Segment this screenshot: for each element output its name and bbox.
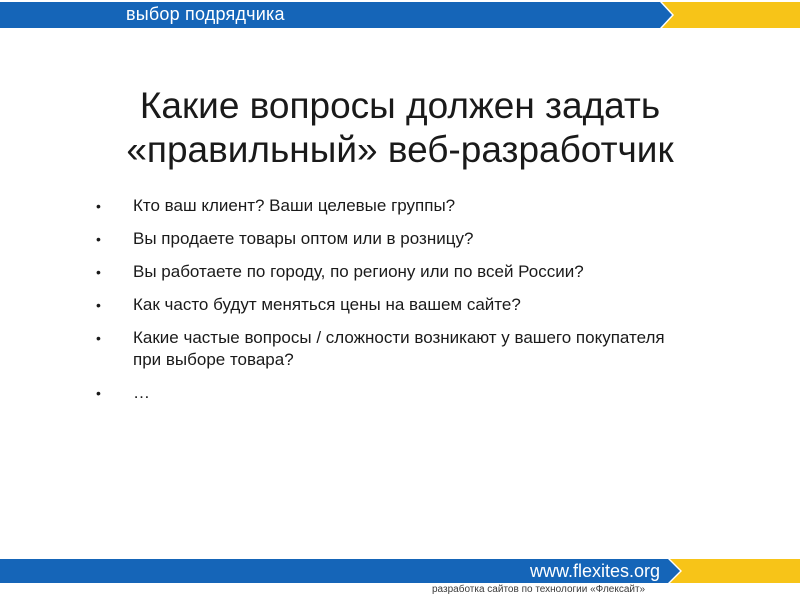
top-banner-graphic (0, 2, 800, 28)
section-label: выбор подрядчика (126, 4, 285, 24)
list-item (96, 294, 736, 316)
list-item-text: … (133, 383, 150, 402)
list-item-text: Вы продаете товары оптом или в розницу? (133, 229, 474, 248)
bullet-icon: • (96, 330, 101, 346)
bottom-banner (0, 559, 800, 583)
bottom-banner-graphic (0, 559, 800, 583)
list-item (96, 228, 736, 250)
slide-title-line-1: Какие вопросы должен задать (139, 85, 661, 126)
list-item-text: Кто ваш клиент? Ваши целевые группы? (133, 196, 456, 215)
bullet-icon: • (96, 297, 101, 313)
list-item (96, 195, 736, 217)
list-item-text: Какие частые вопросы / сложности возникают у вашего покупателя при выборе товара? (133, 328, 665, 369)
bullet-icon: • (96, 264, 101, 280)
list-item-text: Вы работаете по городу, по региону или по всей России? (133, 262, 584, 281)
bullet-icon: • (96, 198, 101, 214)
list-item (96, 261, 736, 283)
footer-tagline: разработка сайтов по технологии «Флексайт» (432, 584, 646, 595)
bullet-icon: • (96, 385, 101, 401)
list-item-text: Как часто будут меняться цены на вашем сайте? (133, 295, 521, 314)
list-item (96, 327, 736, 371)
top-banner (0, 2, 800, 28)
website-link[interactable]: www.flexites.org (530, 561, 661, 581)
slide-title (40, 84, 760, 172)
bullet-icon: • (96, 231, 101, 247)
list-item (96, 382, 736, 404)
question-list (96, 195, 736, 415)
slide-title-line-2: «правильный» веб-разработчик (126, 129, 674, 170)
